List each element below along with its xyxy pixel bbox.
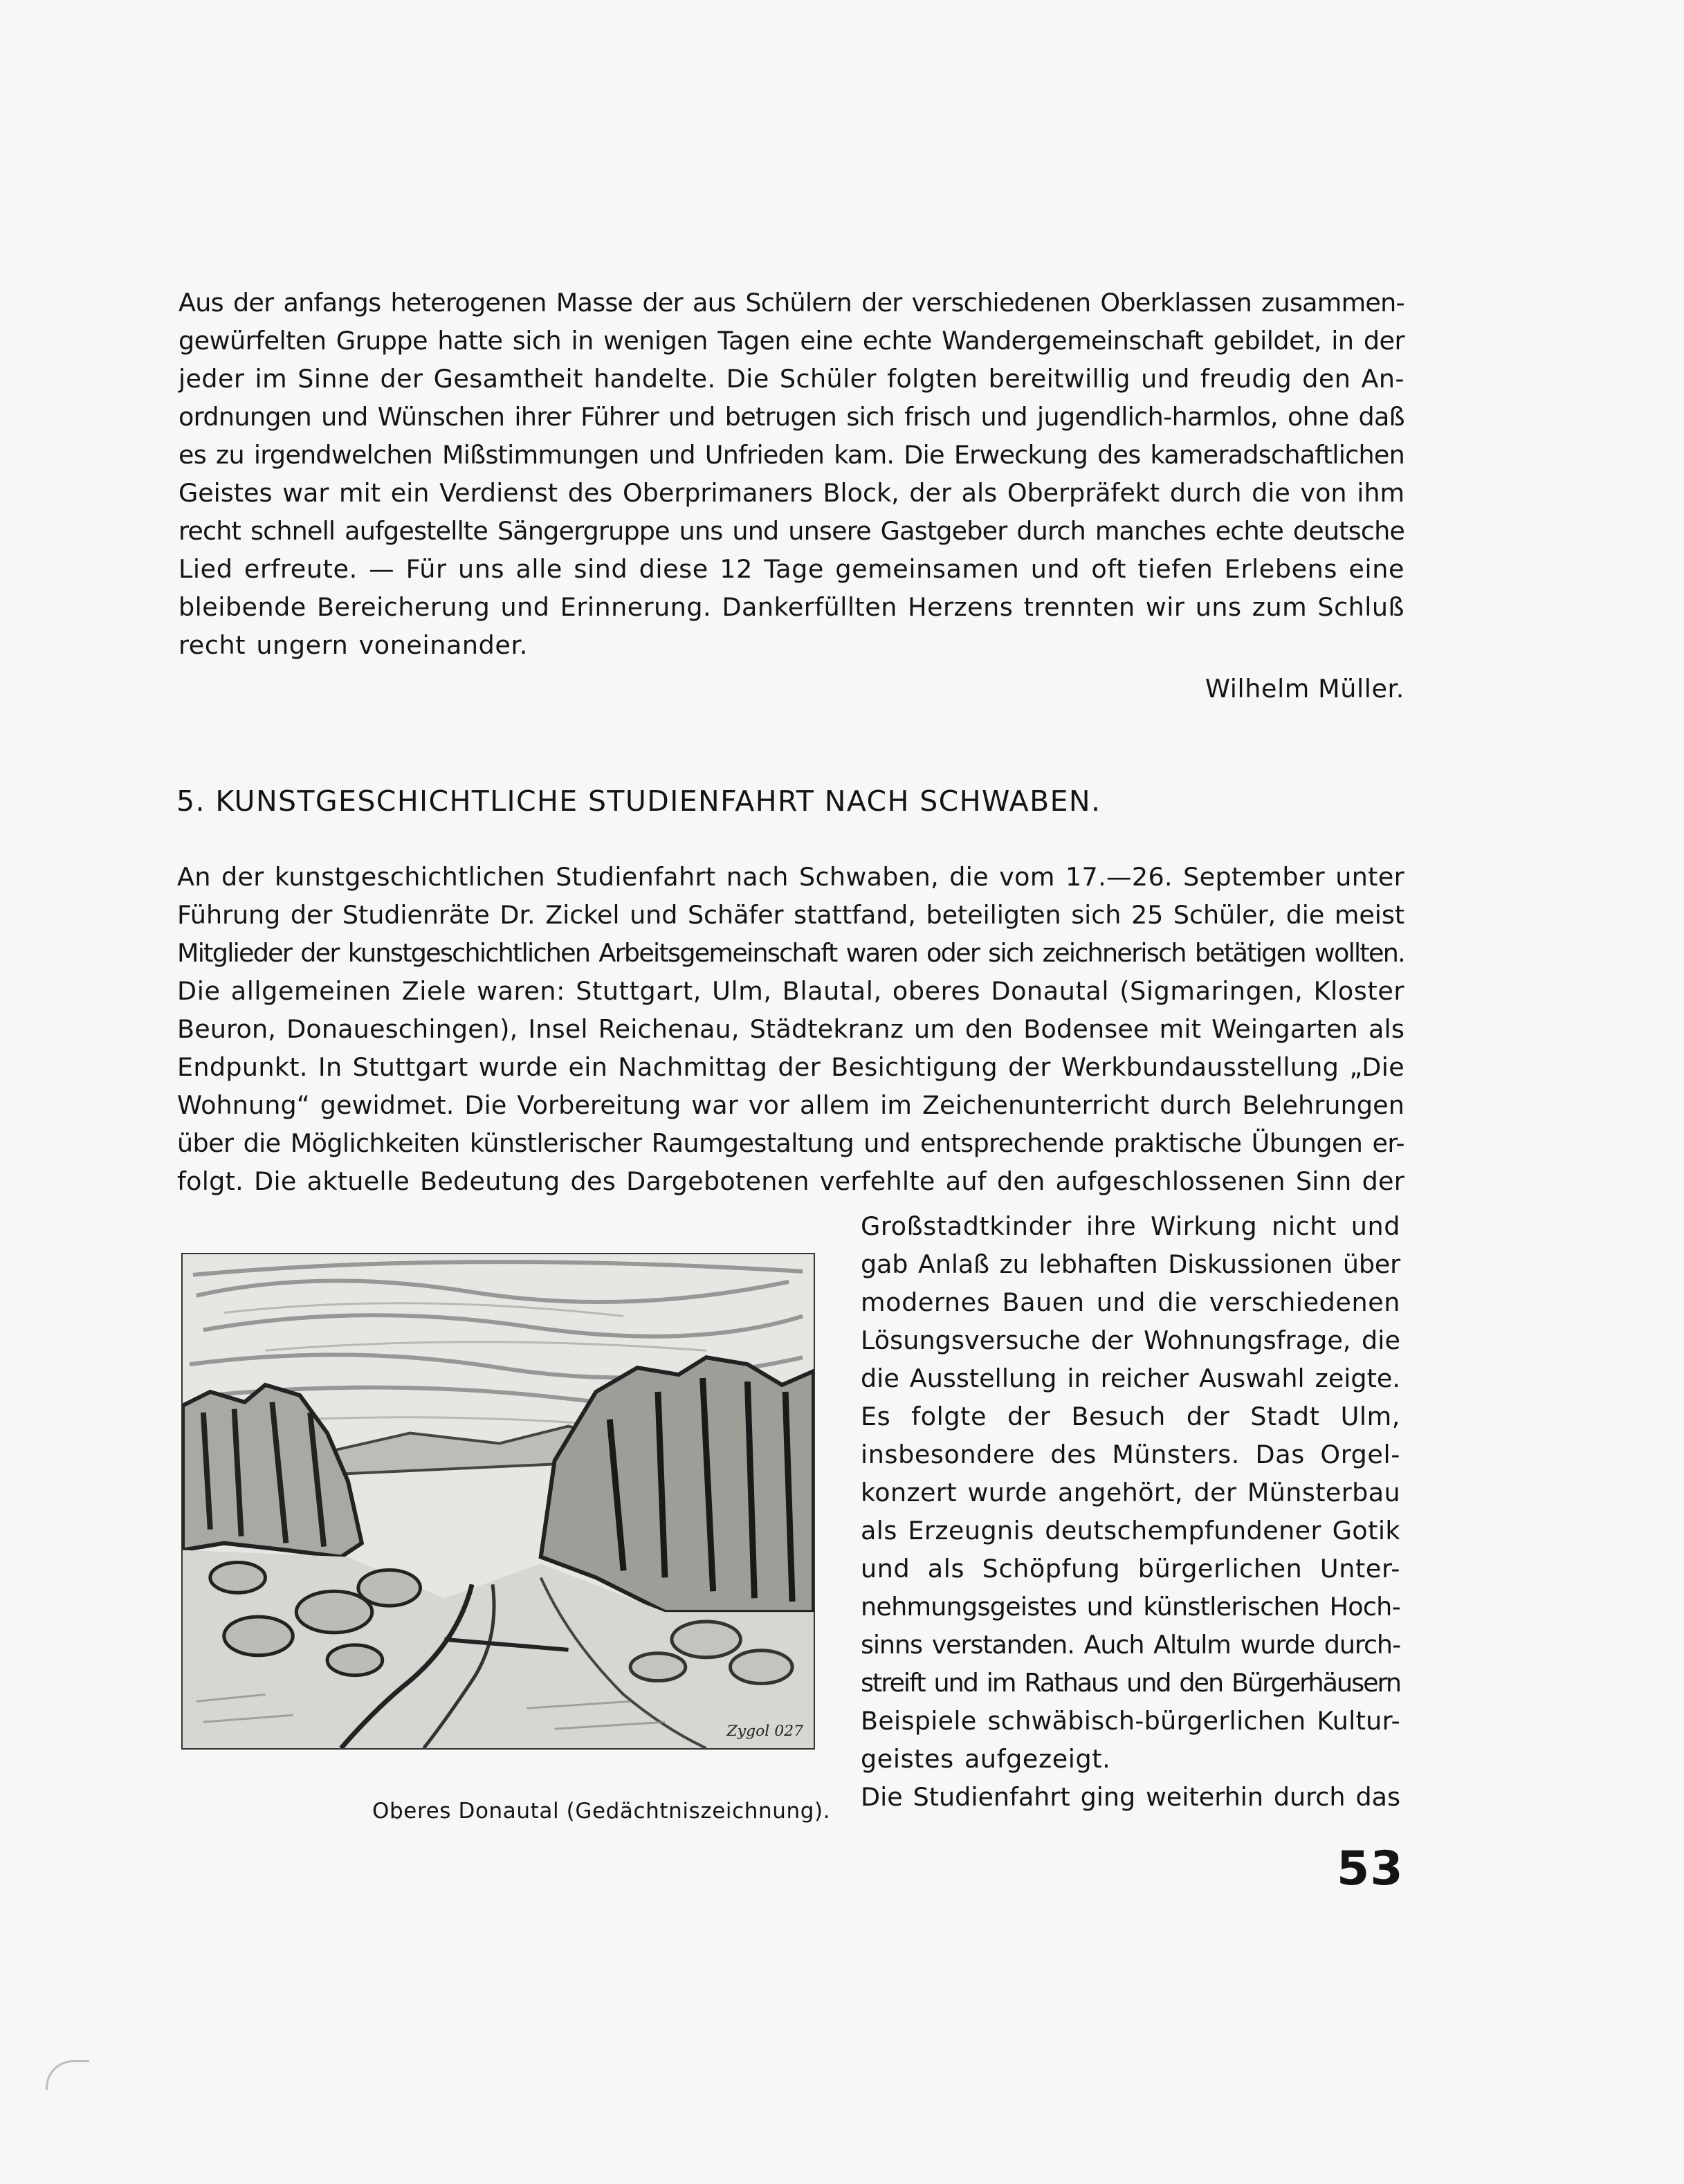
text-line: Die allgemeinen Ziele waren: Stuttgart, Ulm, Blautal, oberes Donautal (Sigmaringen, Kloster (177, 976, 1404, 1006)
text-line: insbesondere des Münsters. Das Orgel- (861, 1440, 1400, 1469)
text-line: Es folgte der Besuch der Stadt Ulm, (861, 1402, 1400, 1431)
valley-drawing (181, 1253, 815, 1750)
text-line: ordnungen und Wünschen ihrer Führer und betrugen sich frisch und jugendlich-harmlos, ohne daß (179, 402, 1404, 432)
intro-paragraph (179, 284, 1404, 664)
text-line: gewürfelten Gruppe hatte sich in wenigen Tagen eine echte Wandergemeinschaft gebildet, in der (179, 326, 1404, 356)
text-line: Beispiele schwäbisch-bürgerlichen Kultur- (861, 1706, 1400, 1736)
text-line: Aus der anfangs heterogenen Masse der aus Schülern der verschiedenen Oberklassen zusammen- (179, 288, 1404, 318)
text-line: An der kunstgeschichtlichen Studienfahrt nach Schwaben, die vom 17.—26. September unter (177, 862, 1404, 892)
section-paragraph (177, 858, 1404, 1200)
author-signature: Wilhelm Müller. (1205, 674, 1404, 704)
text-line: es zu irgendwelchen Mißstimmungen und Unfrieden kam. Die Erweckung des kameradschaftlichen (179, 440, 1404, 470)
text-line: konzert wurde angehört, der Münsterbau (861, 1478, 1400, 1507)
text-line: Die Studienfahrt ging weiterhin durch das (861, 1782, 1400, 1812)
text-line: nehmungsgeistes und künstlerischen Hoch- (861, 1592, 1400, 1622)
text-line: modernes Bauen und die verschiedenen (861, 1287, 1400, 1317)
text-line: recht ungern voneinander. (179, 630, 528, 660)
text-line: Beuron, Donaueschingen), Insel Reichenau, Städtekranz um den Bodensee mit Weingarten als (177, 1014, 1404, 1044)
page-number: 53 (1337, 1842, 1404, 1896)
text-line: die Ausstellung in reicher Auswahl zeigte. (861, 1364, 1400, 1393)
text-line: jeder im Sinne der Gesamtheit handelte. Die Schüler folgten bereitwillig und freudig den An- (179, 364, 1404, 394)
section-column-text (861, 1207, 1400, 1816)
text-line: recht schnell aufgestellte Sängergruppe uns und unsere Gastgeber durch manches echte deutsche (179, 516, 1404, 546)
text-line: Wohnung“ gewidmet. Die Vorbereitung war vor allem im Zeichenunterricht durch Belehrungen (177, 1090, 1404, 1120)
text-line: Lied erfreute. — Für uns alle sind diese 12 Tage gemeinsamen und oft tiefen Erlebens eine (179, 554, 1404, 584)
section-heading: 5. KUNSTGESCHICHTLICHE STUDIENFAHRT NACH SCHWABEN. (176, 784, 1101, 818)
text-line: als Erzeugnis deutschempfundener Gotik (861, 1516, 1400, 1545)
text-line: über die Möglichkeiten künstlerischer Raumgestaltung und entsprechende praktische Übungen er- (177, 1128, 1404, 1158)
text-line: bleibende Bereicherung und Erinnerung. Dankerfüllten Herzens trennten wir uns zum Schluß (179, 592, 1404, 622)
text-line: streift und im Rathaus und den Bürgerhäusern (861, 1668, 1400, 1698)
text-line: Lösungsversuche der Wohnungsfrage, die (861, 1325, 1400, 1355)
artist-signature: Zygol 027 (726, 1723, 804, 1741)
page-smudge (46, 2060, 89, 2090)
pencil-sketch (183, 1254, 814, 1748)
text-line: Geistes war mit ein Verdienst des Oberprimaners Block, der als Oberpräfekt durch die von ihm (179, 478, 1404, 508)
text-line: Mitglieder der kunstgeschichtlichen Arbeitsgemeinschaft waren oder sich zeichnerisch betätigen wollten. (177, 938, 1404, 968)
text-line: geistes aufgezeigt. (861, 1744, 1111, 1774)
text-line: gab Anlaß zu lebhaften Diskussionen über (861, 1249, 1400, 1279)
text-line: folgt. Die aktuelle Bedeutung des Dargebotenen verfehlte auf den aufgeschlossenen Sinn der (177, 1166, 1404, 1196)
text-line: Führung der Studienräte Dr. Zickel und Schäfer stattfand, beteiligten sich 25 Schüler, die meist (177, 900, 1404, 930)
figure-caption: Oberes Donautal (Gedächtniszeichnung). (372, 1799, 831, 1824)
text-line: Endpunkt. In Stuttgart wurde ein Nachmittag der Besichtigung der Werkbundausstellung „Die (177, 1052, 1404, 1082)
text-line: Großstadtkinder ihre Wirkung nicht und (861, 1211, 1400, 1241)
text-line: sinns verstanden. Auch Altulm wurde durch- (861, 1630, 1400, 1660)
text-line: und als Schöpfung bürgerlichen Unter- (861, 1554, 1400, 1584)
